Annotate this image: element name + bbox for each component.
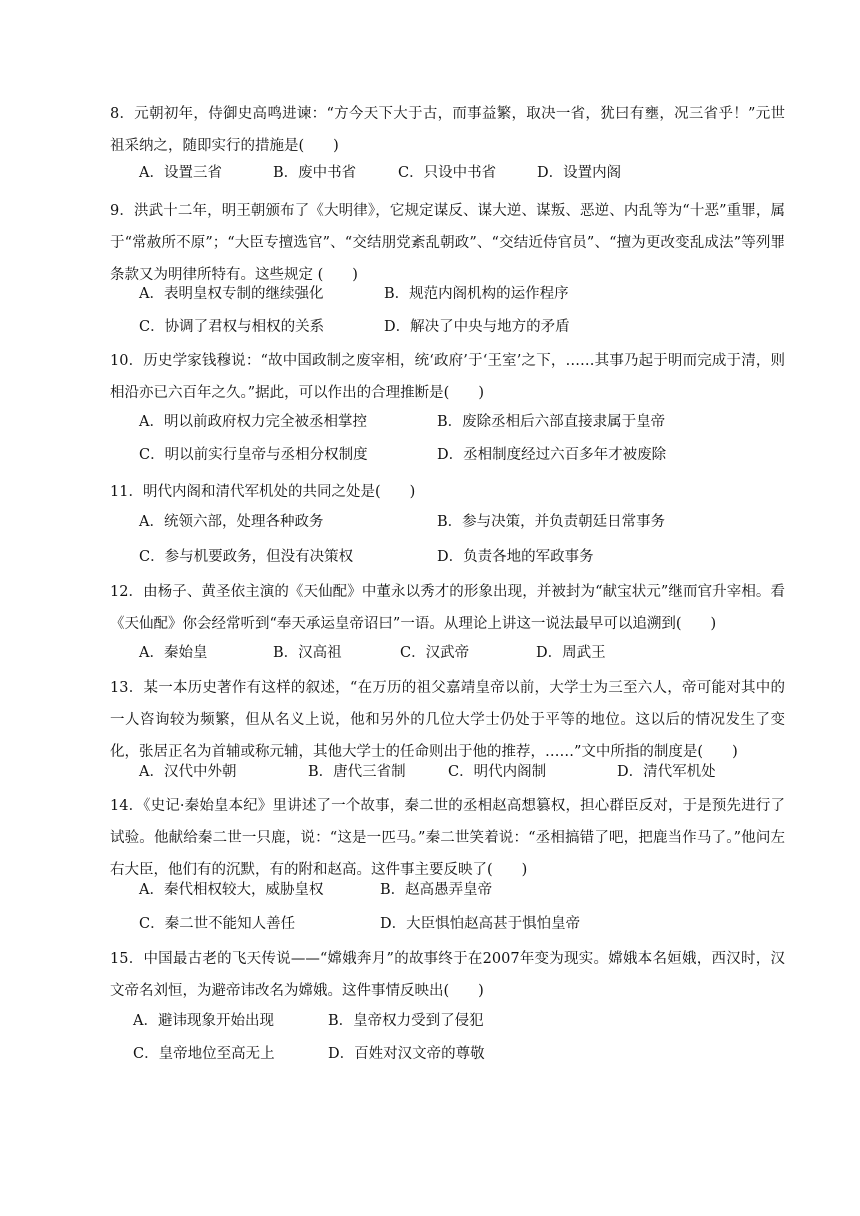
option-b: B．唐代三省制 [308,764,406,780]
question-15: 15．中国最古老的飞天传说——“嫦娥奔月”的故事终于在2007年变为现实。嫦娥本名姮娥，西汉时，汉文帝名刘恒，为避帝讳改名为嫦娥。这件事情反映出( ) [110,951,785,999]
option-c: C．参与机要政务，但没有决策权 [139,549,354,565]
option-a: A．避讳现象开始出现 [133,1013,274,1029]
option-d: D．解决了中央与地方的矛盾 [384,319,570,335]
option-d: D．清代军机处 [617,764,716,780]
option-b: B．赵高愚弄皇帝 [380,882,493,898]
option-a: A．秦始皇 [139,645,208,661]
question-8: 8．元朝初年，侍御史高鸣进谏：“方今天下大于古，而事益繁，取决一省，犹曰有壅，况三省乎！”元世祖采纳之，随即实行的措施是( ) [110,106,785,154]
question-9: 9．洪武十二年，明王朝颁布了《大明律》，它规定谋反、谋大逆、谋叛、恶逆、内乱等为“十恶”重罪，属于“常赦所不原”；“大臣专擅选官”、“交结朋党紊乱朝政”、“交结近侍官员”、“擅为更改变乱成法”等列罪条款又为明律所特有。这些规定 ( ) [110,203,785,283]
option-d: D．周武王 [536,645,606,661]
option-c: C．明代内阁制 [448,764,547,780]
option-c: C．只设中书省 [398,165,497,181]
option-d: D．大臣惧怕赵高甚于惧怕皇帝 [380,916,581,932]
question-13: 13．某一本历史著作有这样的叙述，“在万历的祖父嘉靖皇帝以前，大学士为三至六人，帝可能对其中的一人咨询较为频繁，但从名义上说，他和另外的几位大学士仍处于平等的地位。这以后的情况发生了变化，张居正名为首辅或称元辅，其他大学士的任命则出于他的推荐，……”文中所指的制度是( ) [110,680,785,760]
question-14: 14．《史记·秦始皇本纪》里讲述了一个故事，秦二世的丞相赵高想篡权，担心群臣反对，于是预先进行了试验。他献给秦二世一只鹿，说：“这是一匹马。”秦二世笑着说：“丞相搞错了吧，把鹿当作马了。”他问左右大臣，他们有的沉默，有的附和赵高。这件事主要反映了( ) [110,798,785,878]
option-d: D．设置内阁 [537,165,622,181]
question-10: 10．历史学家钱穆说：“故中国政制之废宰相，统‘政府’于‘王室’之下，……其事乃起于明而完成于清，则相沿亦已六百年之久。”据此，可以作出的合理推断是( ) [110,353,785,401]
question-12: 12．由杨子、黄圣依主演的《天仙配》中董永以秀才的形象出现，并被封为“献宝状元”继而官升宰相。看《天仙配》你会经常听到“奉天承运皇帝诏曰”一语。从理论上讲这一说法最早可以追溯到( ) [110,584,785,632]
option-b: B．废除丞相后六部直接隶属于皇帝 [437,414,666,430]
option-b: B．废中书省 [273,165,357,181]
option-c: C．协调了君权与相权的关系 [139,319,325,335]
option-b: B．皇帝权力受到了侵犯 [328,1013,484,1029]
option-a: A．设置三省 [139,165,222,181]
option-a: A．表明皇权专制的继续强化 [139,286,324,302]
option-d: D．负责各地的军政事务 [437,549,594,565]
option-d: D．丞相制度经过六百多年才被废除 [437,447,667,463]
option-c: C．皇帝地位至高无上 [133,1046,275,1062]
option-a: A．汉代中外朝 [139,764,237,780]
option-a: A．明以前政府权力完全被丞相掌控 [139,414,367,430]
option-d: D．百姓对汉文帝的尊敬 [328,1046,485,1062]
option-a: A．秦代相权较大，威胁皇权 [139,882,324,898]
option-a: A．统领六部，处理各种政务 [139,514,324,530]
option-c: C．汉武帝 [400,645,470,661]
option-b: B．参与决策，并负责朝廷日常事务 [437,514,666,530]
option-b: B．汉高祖 [273,645,342,661]
option-b: B．规范内阁机构的运作程序 [384,286,569,302]
option-c: C．明以前实行皇帝与丞相分权制度 [139,447,368,463]
question-11: 11．明代内阁和清代军机处的共同之处是( ) [110,484,416,500]
option-c: C．秦二世不能知人善任 [139,916,296,932]
